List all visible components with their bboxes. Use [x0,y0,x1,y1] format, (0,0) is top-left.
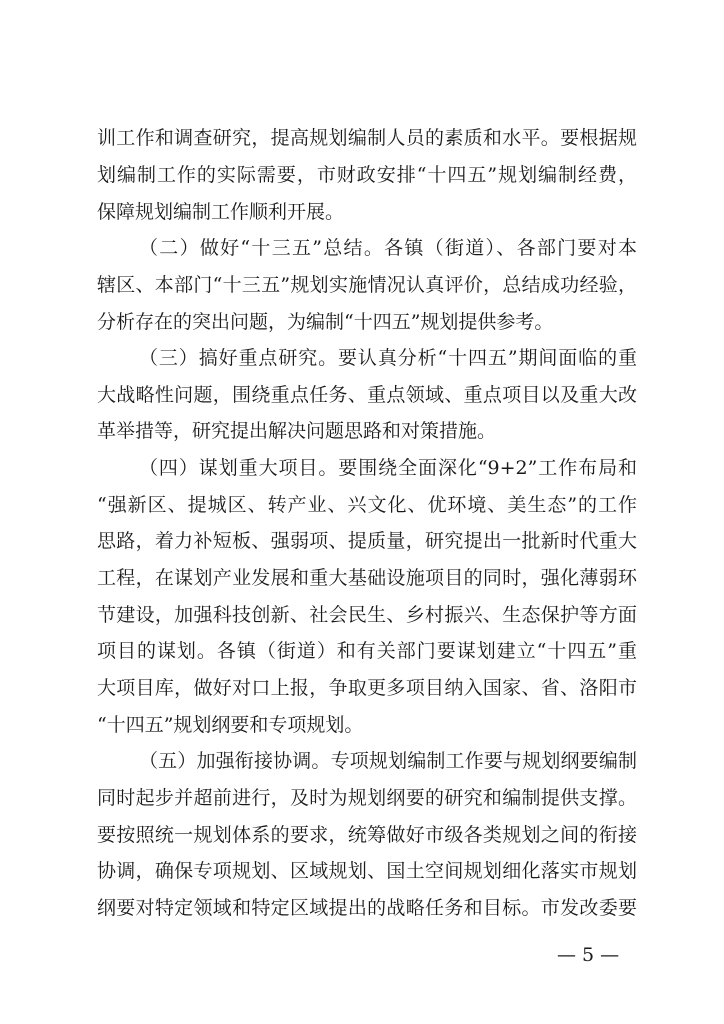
paragraph-line: （五）加强衔接协调。专项规划编制工作要与规划纲要编制 [139,750,637,772]
paragraph-line: 保障规划编制工作顺利开展。 [97,201,345,223]
paragraph-line: 大项目库，做好对口上报，争取更多项目纳入国家、省、洛阳市 [97,677,637,699]
paragraph-line: （四）谋划重大项目。要围绕全面深化“9+2”工作布局和 [139,457,637,479]
paragraph-line: 思路，着力补短板、强弱项、提质量，研究提出一批新时代重大 [97,530,637,552]
paragraph-line: “十四五”规划纲要和专项规划。 [97,714,364,736]
paragraph-line: 协调，确保专项规划、区域规划、国土空间规划细化落实市规划 [97,860,637,882]
paragraph-line: 分析存在的突出问题，为编制“十四五”规划提供参考。 [97,311,554,333]
paragraph-line: 要按照统一规划体系的要求，统筹做好市级各类规划之间的衔接 [97,824,637,846]
paragraph-line: 辖区、本部门“十三五”规划实施情况认真评价，总结成功经验， [97,274,637,296]
paragraph-line: （二）做好“十三五”总结。各镇（街道）、各部门要对本 [139,237,637,259]
paragraph-line: （三）搞好重点研究。要认真分析“十四五”期间面临的重 [139,347,637,369]
paragraph-line: 革举措等，研究提出解决问题思路和对策措施。 [97,420,497,442]
paragraph-line: 工程，在谋划产业发展和重大基础设施项目的同时，强化薄弱环 [97,567,637,589]
paragraph-line: 训工作和调查研究，提高规划编制人员的素质和水平。要根据规 [97,127,637,149]
page-number: — 5 — [557,944,620,966]
paragraph-line: “强新区、提城区、转产业、兴文化、优环境、美生态”的工作 [97,494,637,516]
paragraph-line: 同时起步并超前进行，及时为规划纲要的研究和编制提供支撑。 [97,787,637,809]
paragraph-line: 项目的谋划。各镇（街道）和有关部门要谋划建立“十四五”重 [97,640,637,662]
paragraph-line: 大战略性问题，围绕重点任务、重点领域、重点项目以及重大改 [97,384,637,406]
paragraph-line: 节建设，加强科技创新、社会民生、乡村振兴、生态保护等方面 [97,604,637,626]
paragraph-line: 纲要对特定领域和特定区域提出的战略任务和目标。市发改委要 [97,897,637,919]
paragraph-line: 划编制工作的实际需要，市财政安排“十四五”规划编制经费， [97,164,637,186]
